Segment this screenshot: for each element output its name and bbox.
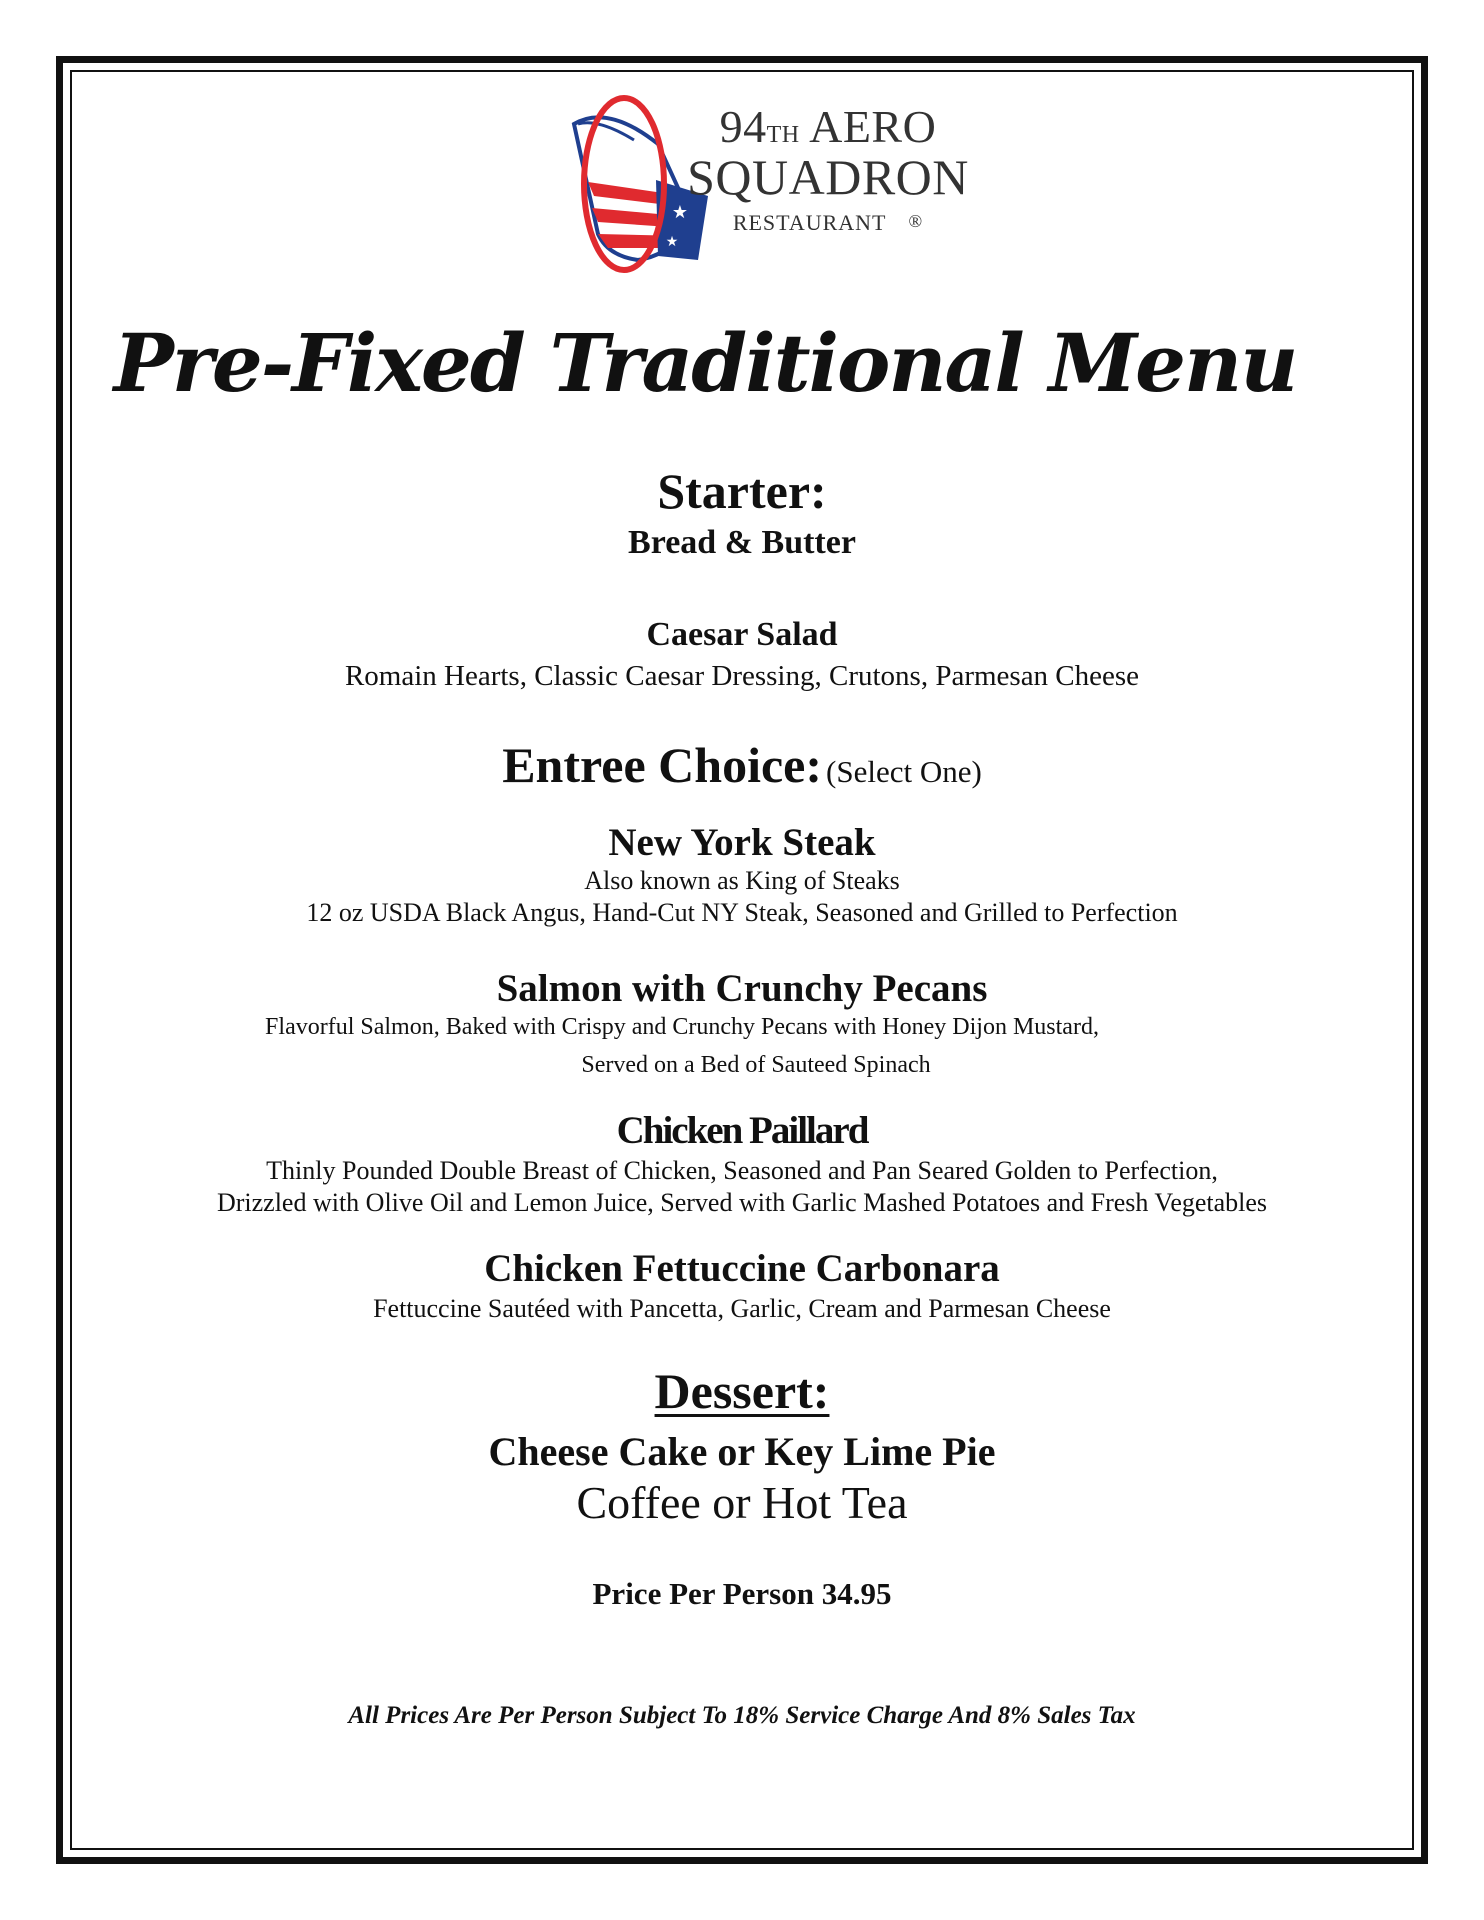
- salad-name: Caesar Salad: [646, 616, 838, 653]
- salad-description: Romain Hearts, Classic Caesar Dressing, Crutons, Parmesan Cheese: [344, 660, 1140, 692]
- dessert-heading: Dessert:: [654, 1363, 830, 1419]
- logo-line-1: 94TH AERO: [719, 101, 937, 152]
- entree-heading-row: [0, 736, 1484, 794]
- dessert-drink: Coffee or Hot Tea: [576, 1477, 908, 1528]
- logo-line-2: SQUADRON: [687, 149, 969, 205]
- entree-desc-steak-1: Also known as King of Steaks: [584, 866, 900, 895]
- logo-line-3: RESTAURANT ®: [732, 210, 924, 235]
- registered-mark: ®: [908, 211, 924, 231]
- entree-name-carbonara: Chicken Fettuccine Carbonara: [484, 1247, 1000, 1290]
- entree-desc-paillard-2: Drizzled with Olive Oil and Lemon Juice, Served with Garlic Mashed Potatoes and Fresh Vegetables: [216, 1188, 1268, 1217]
- entree-desc-carbonara: Fettuccine Sautéed with Pancetta, Garlic, Cream and Parmesan Cheese: [373, 1294, 1111, 1323]
- entree-heading: Entree Choice:: [502, 737, 823, 793]
- dessert-choice: Cheese Cake or Key Lime Pie: [488, 1429, 996, 1474]
- price-per-person: Price Per Person 34.95: [592, 1576, 892, 1611]
- entree-desc-salmon-2: Served on a Bed of Sauteed Spinach: [581, 1052, 931, 1078]
- entree-name-salmon: Salmon with Crunchy Pecans: [496, 967, 988, 1010]
- entree-name-chicken-paillard: Chicken Paillard: [616, 1109, 868, 1152]
- starter-heading: Starter:: [657, 463, 827, 519]
- svg-text:★: ★: [665, 234, 679, 250]
- entree-select-note: (Select One): [826, 754, 982, 789]
- logo-wordmark: [678, 101, 978, 235]
- starter-bread: Bread & Butter: [628, 524, 856, 561]
- svg-text:★: ★: [671, 202, 689, 223]
- entree-desc-paillard-1: Thinly Pounded Double Breast of Chicken, Seasoned and Pan Seared Golden to Perfection,: [266, 1156, 1218, 1185]
- entree-desc-steak-2: 12 oz USDA Black Angus, Hand-Cut NY Steak, Seasoned and Grilled to Perfection: [306, 898, 1178, 927]
- tax-footnote: All Prices Are Per Person Subject To 18% Service Charge And 8% Sales Tax: [348, 1702, 1136, 1729]
- entree-name-steak: New York Steak: [608, 821, 876, 864]
- menu-title: Pre-Fixed Traditional Menu: [113, 316, 1297, 410]
- entree-desc-salmon-1: Flavorful Salmon, Baked with Crispy and Crunchy Pecans with Honey Dijon Mustard,: [265, 1014, 1099, 1040]
